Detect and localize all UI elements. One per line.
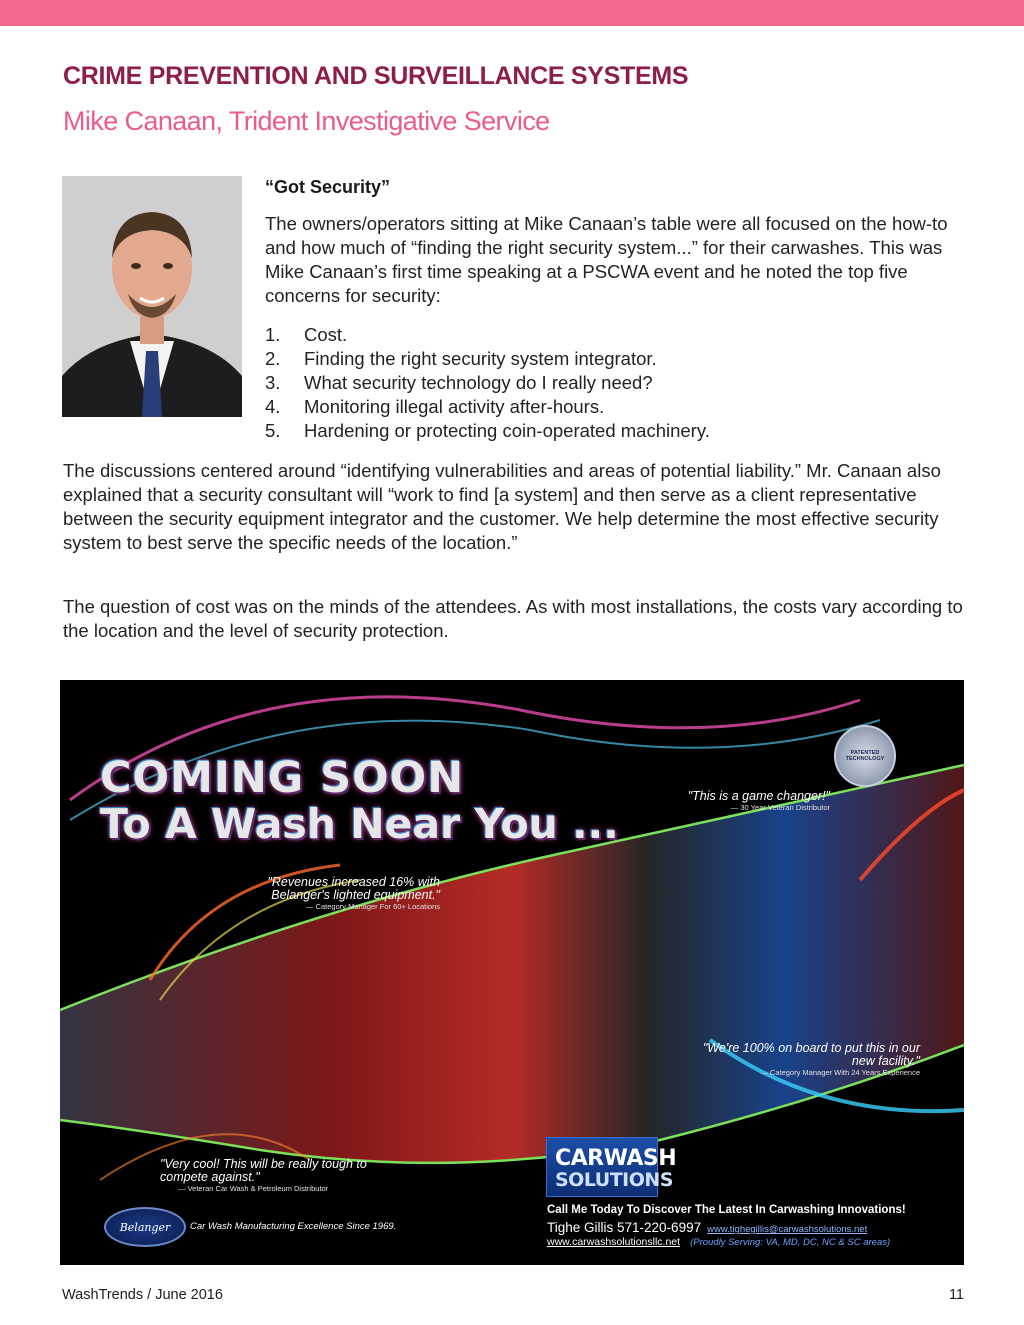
list-item: [265, 395, 710, 419]
list-item: [265, 371, 710, 395]
list-item-number: 4.: [265, 396, 281, 417]
list-item-number: 1.: [265, 324, 281, 345]
advertisement[interactable]: [60, 680, 964, 1265]
ad-website-line: [547, 1236, 890, 1248]
list-item-text: Finding the right security system integrator.: [304, 348, 657, 369]
testimonial-text: "Very cool! This will be really tough to compete against.": [160, 1157, 367, 1184]
list-item-text: Cost.: [304, 324, 348, 345]
article-intro-paragraph: The owners/operators sitting at Mike Canaan’s table were all focused on the how-to and how much of “finding the right security system...” for their carwashes. This was Mike Canaan’s first time speaking at a PSCWA event and he noted the top five concerns for security:: [265, 213, 948, 306]
list-item: [265, 347, 710, 371]
footer-page-number: 11: [948, 1287, 964, 1303]
ad-testimonial: [700, 1042, 920, 1078]
carwash-solutions-logo: [546, 1137, 677, 1197]
portrait-illustration: [62, 176, 242, 417]
patented-technology-seal: PATENTED TECHNOLOGY: [834, 725, 896, 787]
article-subhead: “Got Security”: [265, 177, 391, 197]
ad-testimonial: [220, 876, 440, 912]
website-link[interactable]: www.carwashsolutionsllc.net: [547, 1236, 681, 1248]
ad-testimonial: [160, 1158, 380, 1194]
belanger-tagline: Car Wash Manufacturing Excellence Since 1969.: [190, 1221, 397, 1232]
belanger-logo: Belanger: [104, 1207, 186, 1247]
author-photo: [62, 176, 242, 417]
top-accent-bar: [0, 0, 1024, 26]
list-item-number: 3.: [265, 372, 281, 393]
logo-line: SOLUTIONS: [555, 1169, 673, 1191]
ad-subheadline: To A Wash Near You ...: [100, 800, 619, 848]
footer-publication: WashTrends / June 2016: [62, 1287, 223, 1303]
byline: Mike Canaan, Trident Investigative Service: [63, 106, 550, 136]
testimonial-text: "This is a game changer!": [687, 789, 830, 803]
list-item-number: 5.: [265, 420, 281, 441]
testimonial-source: — 30 Year Veteran Distributor: [730, 803, 830, 812]
ad-call-to-action: Call Me Today To Discover The Latest In Carwashing Innovations!: [547, 1204, 906, 1216]
list-item: [265, 419, 710, 443]
testimonial-source: — Category Manager For 60+ Locations: [305, 902, 440, 911]
logo-line: CARWASH: [555, 1146, 677, 1171]
testimonial-source: — Veteran Car Wash & Petroleum Distributor: [178, 1184, 329, 1193]
contact-name-phone: Tighe Gillis 571-220-6997: [547, 1220, 702, 1235]
ad-contact-line: [547, 1220, 867, 1235]
testimonial-source: — Category Manager With 24 Years Experience: [760, 1068, 920, 1077]
security-concerns-list: [265, 323, 710, 443]
article-cost-paragraph: The question of cost was on the minds of the attendees. As with most installations, the costs vary according to the location and the level of security protection.: [63, 596, 963, 641]
list-item-number: 2.: [265, 348, 281, 369]
service-area: (Proudly Serving: VA, MD, DC, NC & SC areas): [690, 1237, 891, 1248]
ad-testimonial: [620, 790, 830, 813]
list-item-text: Monitoring illegal activity after-hours.: [304, 396, 605, 417]
list-item: [265, 323, 710, 347]
testimonial-text: "Revenues increased 16% with Belanger's lighted equipment.": [267, 875, 440, 902]
ad-headline: COMING SOON: [100, 753, 465, 803]
section-title: CRIME PREVENTION AND SURVEILLANCE SYSTEMS: [63, 62, 689, 90]
testimonial-text: "We're 100% on board to put this in our new facility.": [702, 1041, 920, 1068]
contact-email-link[interactable]: www.tighegillis@carwashsolutions.net: [707, 1224, 868, 1235]
article-discussion-paragraph: The discussions centered around “identifying vulnerabilities and areas of potential liability.” Mr. Canaan also explained that a security consultant will “work to find [a system] and then serve as a client representative between the security equipment integrator and the customer. We help determine the most effective security system to best serve the specific needs of the location.”: [63, 460, 941, 553]
list-item-text: What security technology do I really need?: [304, 372, 653, 393]
list-item-text: Hardening or protecting coin-operated machinery.: [304, 420, 710, 441]
